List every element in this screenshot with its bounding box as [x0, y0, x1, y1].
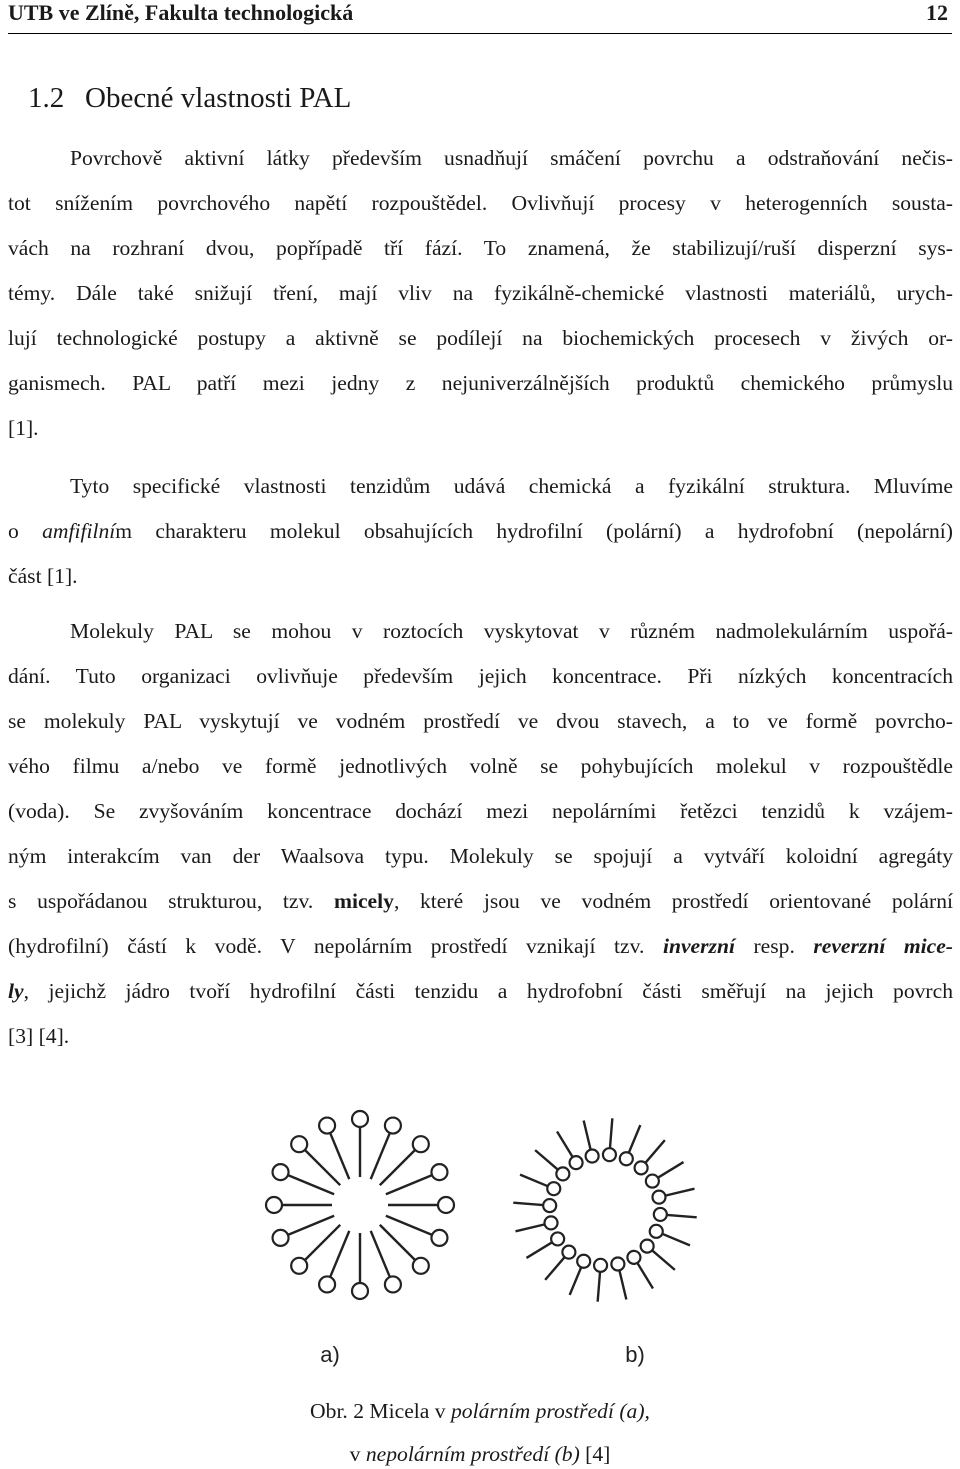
surfactant-head [291, 1136, 307, 1152]
surfactant-head [652, 1191, 665, 1204]
figure-caption-line2: v nepolárním prostředí (b) [4] [349, 1442, 611, 1466]
paragraph-2 [8, 464, 953, 599]
surfactant-tail [667, 1215, 697, 1217]
paragraph-line: vého filmu a/nebo ve formě jednotlivých volně se pohybujících molekul v rozpouštědle [8, 754, 953, 778]
surfactant-head [319, 1118, 335, 1134]
surfactant-head [385, 1276, 401, 1292]
surfactant-tail [598, 1272, 600, 1302]
paragraph-line: část [1]. [8, 564, 78, 588]
surfactant-head [438, 1197, 454, 1213]
surfactant-tail [516, 1224, 545, 1231]
figure-label-b: b) [625, 1342, 645, 1367]
surfactant-tail [288, 1216, 334, 1235]
surfactant-tail [557, 1131, 573, 1157]
surfactant-tail [652, 1250, 675, 1270]
surfactant-head [650, 1225, 663, 1238]
surfactant-head [562, 1246, 575, 1259]
surfactant-head [545, 1216, 558, 1229]
surfactant-head [556, 1167, 569, 1180]
surfactant-tail [665, 1189, 694, 1196]
surfactant-tail [545, 1257, 565, 1280]
surfactant-tail [380, 1150, 415, 1185]
surfactant-head [586, 1150, 599, 1163]
paragraph-line: ly, jejichž jádro tvoří hydrofilní části tenzidu a hydrofobní části směřují na jejich povrch [8, 979, 953, 1003]
paragraph-line: vách na rozhraní dvou, popřípadě tří fází. To znamená, že stabilizují/ruší disperzní sys- [8, 236, 953, 260]
surfactant-tail [619, 1270, 626, 1299]
surfactant-head [635, 1161, 648, 1174]
surfactant-tail [584, 1121, 591, 1150]
surfactant-head [273, 1164, 289, 1180]
paragraph-line: (voda). Se zvyšováním koncentrace dochází mezi nepolárními řetězci tenzidů k vzájem- [8, 799, 953, 823]
paragraph-1 [8, 136, 953, 451]
paragraph-line: tot snížením povrchového napětí rozpouštědel. Ovlivňují procesy v heterogenních sousta- [8, 191, 953, 215]
surfactant-tail [645, 1140, 665, 1163]
surfactant-tail [305, 1225, 340, 1260]
surfactant-head [646, 1175, 659, 1188]
surfactant-tail [386, 1216, 432, 1235]
surfactant-head [570, 1156, 583, 1169]
surfactant-head [352, 1111, 368, 1127]
surfactant-tail [520, 1175, 548, 1187]
emphasis-amfifilni: amfifilní [42, 519, 116, 543]
paragraph-line: dání. Tuto organizaci ovlivňuje především jejich koncentrace. Při nízkých koncentracích [8, 664, 953, 688]
surfactant-tail [371, 1133, 390, 1179]
surfactant-head [431, 1230, 447, 1246]
surfactant-head [551, 1232, 564, 1245]
surfactant-tail [330, 1133, 349, 1179]
surfactant-head [291, 1258, 307, 1274]
surfactant-head [620, 1152, 633, 1165]
term-reverzni: reverzní mice- [813, 934, 953, 958]
term-micely: micely [333, 889, 394, 913]
paragraph-line: Povrchově aktivní látky především usnadňují smáčení povrchu a odstraňování nečis- [70, 146, 953, 170]
surfactant-tail [637, 1263, 653, 1289]
surfactant-head [413, 1258, 429, 1274]
surfactant-tail [513, 1203, 543, 1205]
section-title: Obecné vlastnosti PAL [85, 82, 352, 114]
page-header [8, 0, 952, 34]
surfactant-head [547, 1182, 560, 1195]
surfactant-tail [305, 1150, 340, 1185]
section-heading [28, 80, 351, 116]
micelle-polar-diagram [266, 1111, 454, 1299]
micelle-figure [240, 1100, 720, 1380]
surfactant-head [654, 1208, 667, 1221]
figure-caption-line1: Obr. 2 Micela v polárním prostředí (a), [310, 1399, 650, 1423]
surfactant-tail [658, 1162, 684, 1178]
paragraph-line: lují technologické postupy a aktivně se podílejí na biochemických procesech v živých or- [8, 326, 953, 350]
surfactant-head [577, 1255, 590, 1268]
surfactant-tail [570, 1267, 582, 1295]
surfactant-head [266, 1197, 282, 1213]
surfactant-head [627, 1251, 640, 1264]
figure-label-a: a) [320, 1342, 340, 1367]
surfactant-tail [380, 1225, 415, 1260]
paragraph-line: ným interakcím van der Waalsova typu. Molekuly se spojují a vytváří koloidní agregáty [8, 844, 953, 868]
paragraph-line: Tyto specifické vlastnosti tenzidům udává chemická a fyzikální struktura. Mluvíme [70, 474, 953, 498]
surfactant-head [385, 1118, 401, 1134]
paragraph-3 [8, 609, 953, 1059]
surfactant-tail [330, 1231, 349, 1277]
surfactant-tail [526, 1242, 552, 1258]
paragraph-line: ganismech. PAL patří mezi jedny z nejuniverzálnějších produktů chemického průmyslu [8, 371, 953, 395]
micelle-nonpolar-diagram [513, 1118, 696, 1301]
surfactant-head [603, 1148, 616, 1161]
paragraph-line: s uspořádanou strukturou, tzv. micely, které jsou ve vodném prostředí orientované polární [8, 889, 953, 913]
surfactant-tail [629, 1125, 641, 1153]
surfactant-head [594, 1259, 607, 1272]
surfactant-head [352, 1283, 368, 1299]
surfactant-head [611, 1257, 624, 1270]
header-title: UTB ve Zlíně, Fakulta technologická [8, 0, 354, 25]
term-inverzni: inverzní [662, 934, 735, 958]
paragraph-line: se molekuly PAL vyskytují ve vodném prostředí ve dvou stavech, a to ve formě povrcho- [8, 709, 953, 733]
surfactant-head [413, 1136, 429, 1152]
paragraph-line: Molekuly PAL se mohou v roztocích vyskytovat v různém nadmolekulárním uspořá- [70, 619, 953, 643]
paragraph-line: [3] [4]. [8, 1024, 70, 1048]
paragraph-line: [1]. [8, 416, 39, 440]
surfactant-tail [610, 1118, 612, 1148]
surfactant-tail [662, 1234, 690, 1246]
section-number: 1.2 [28, 82, 65, 114]
surfactant-head [543, 1199, 556, 1212]
surfactant-head [319, 1276, 335, 1292]
surfactant-tail [371, 1231, 390, 1277]
paragraph-line: témy. Dále také snižují tření, mají vliv na fyzikálně-chemické vlastnosti materiálů, urych- [8, 281, 953, 305]
paragraph-line: o amfifilním charakteru molekul obsahujících hydrofilní (polární) a hydrofobní (nepolární) [8, 519, 953, 543]
surfactant-head [641, 1240, 654, 1253]
surfactant-tail [535, 1150, 558, 1170]
surfactant-head [431, 1164, 447, 1180]
surfactant-tail [386, 1175, 432, 1194]
surfactant-head [273, 1230, 289, 1246]
surfactant-tail [288, 1175, 334, 1194]
page-number: 12 [926, 0, 948, 25]
paragraph-line: (hydrofilní) částí k vodě. V nepolárním prostředí vznikají tzv. inverzní resp. reverzní mice- [8, 934, 953, 958]
